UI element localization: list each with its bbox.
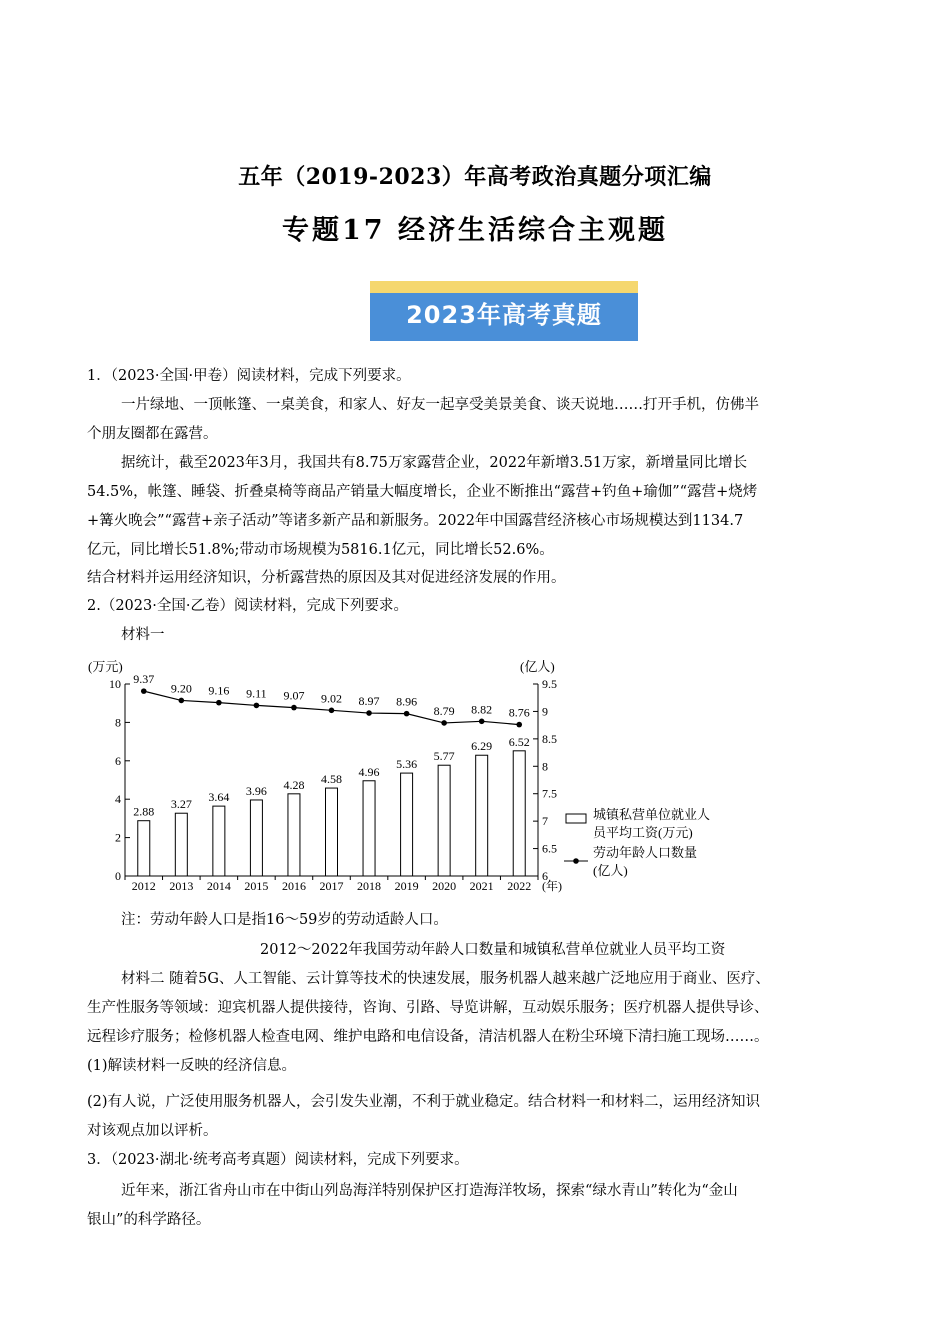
q2-material-1-label: 材料一 bbox=[121, 627, 165, 643]
q2-subquestion-2-line-1: (2)有人说，广泛使用服务机器人，会引发失业潮，不利于就业稳定。结合材料一和材料二，运用经济知识 bbox=[87, 1094, 761, 1110]
left-tick-label: 6 bbox=[115, 753, 121, 768]
population-point bbox=[329, 708, 335, 714]
population-point-label: 8.76 bbox=[508, 705, 530, 720]
right-tick-label: 6.5 bbox=[542, 841, 557, 856]
wage-bar bbox=[288, 794, 300, 876]
chart-note: 注：劳动年龄人口是指16～59岁的劳动适龄人口。 bbox=[121, 912, 448, 928]
right-tick-label: 8.5 bbox=[542, 731, 557, 746]
section-banner: 2023年高考真题 bbox=[370, 281, 638, 341]
q2-subquestion-1: (1)解读材料一反映的经济信息。 bbox=[87, 1058, 297, 1074]
population-point-label: 9.16 bbox=[208, 683, 230, 698]
population-point bbox=[479, 719, 485, 725]
q1-paragraph-2-line-1: 据统计，截至2023年3月，我国共有8.75万家露营企业，2022年新增3.51万家，新增量同比增长 bbox=[121, 455, 748, 471]
population-point-label: 8.96 bbox=[396, 694, 418, 709]
q3-heading: 3．（2023·湖北·统考高考真题）阅读材料，完成下列要求。 bbox=[87, 1152, 469, 1168]
population-point bbox=[291, 705, 297, 711]
left-tick-label: 10 bbox=[109, 677, 121, 691]
population-point bbox=[404, 711, 410, 717]
q2-heading: 2.（2023·全国·乙卷）阅读材料，完成下列要求。 bbox=[87, 598, 408, 614]
wage-bar bbox=[175, 813, 187, 876]
wage-bar bbox=[363, 781, 375, 876]
wage-bar bbox=[138, 821, 150, 876]
wage-bar-label: 6.52 bbox=[508, 734, 530, 749]
wage-bar bbox=[213, 806, 225, 876]
page-title: 五年（2019-2023）年高考政治真题分项汇编 bbox=[238, 164, 712, 190]
x-tick-label: 2019 bbox=[394, 879, 419, 893]
population-point bbox=[179, 698, 185, 704]
population-point bbox=[141, 688, 147, 694]
q2-material-2-line-2: 生产性服务等领域：迎宾机器人提供接待，咨询、引路、导览讲解，互动娱乐服务；医疗机器人提供导诊、 bbox=[87, 1000, 769, 1016]
wage-population-chart bbox=[88, 652, 740, 902]
q3-paragraph-line-2: 银山”的科学路径。 bbox=[87, 1212, 211, 1228]
left-tick-label: 0 bbox=[115, 869, 121, 883]
x-tick-label: 2014 bbox=[206, 879, 231, 893]
wage-bar-label: 2.88 bbox=[133, 804, 155, 819]
q1-paragraph-2-line-2: 54.5%，帐篷、睡袋、折叠桌椅等商品产销量大幅度增长，企业不断推出“露营+钓鱼+瑜伽”“露营+烧烤 bbox=[87, 484, 758, 500]
wage-bar bbox=[326, 788, 338, 876]
wage-bar-label: 4.28 bbox=[283, 777, 305, 792]
right-axis-unit: (亿人) bbox=[520, 659, 555, 674]
x-axis-ticks bbox=[125, 876, 538, 893]
wage-bar-label: 6.29 bbox=[471, 739, 493, 754]
wage-bar-label: 4.96 bbox=[358, 764, 380, 779]
population-point-label: 8.79 bbox=[433, 703, 455, 718]
wage-bar-label: 3.96 bbox=[245, 783, 267, 798]
population-point bbox=[216, 700, 222, 706]
population-point-label: 8.82 bbox=[471, 702, 493, 717]
wage-bar bbox=[438, 765, 450, 876]
legend-bar-label-line-2: 员平均工资(万元) bbox=[593, 825, 693, 840]
population-point-label: 9.07 bbox=[283, 688, 305, 703]
legend-line-label-line-2: (亿人) bbox=[593, 863, 628, 878]
x-tick-label: 2018 bbox=[357, 879, 382, 893]
right-tick-label: 7.5 bbox=[542, 786, 557, 801]
population-point bbox=[254, 703, 260, 709]
x-tick-label: 2021 bbox=[469, 879, 494, 893]
population-point-label: 9.20 bbox=[170, 681, 192, 696]
chart-legend bbox=[564, 807, 710, 878]
left-tick-label: 2 bbox=[115, 830, 121, 845]
population-point-label: 9.37 bbox=[133, 672, 155, 687]
q2-material-2-line-3: 远程诊疗服务；检修机器人检查电网、维护电路和电信设备，清洁机器人在粉尘环境下清扫施工现场……。 bbox=[87, 1029, 769, 1045]
legend-bar-swatch bbox=[566, 814, 586, 823]
q2-subquestion-2-line-2: 对该观点加以评析。 bbox=[87, 1123, 218, 1139]
q1-paragraph-2-line-3: +篝火晚会”“露营+亲子活动”等诸多新产品和新服务。2022年中国露营经济核心市场规模达到1134.7 bbox=[87, 513, 744, 529]
q1-paragraph-1-line-2: 个朋友圈都在露营。 bbox=[87, 426, 218, 442]
wage-bar bbox=[250, 800, 262, 876]
population-point bbox=[366, 710, 372, 716]
q1-paragraph-1-line-1: 一片绿地、一顶帐篷、一桌美食，和家人、好友一起享受美景美食、谈天说地……打开手机，仿佛半 bbox=[121, 397, 759, 413]
x-tick-label: 2012 bbox=[131, 879, 156, 893]
x-tick-label: 2013 bbox=[169, 879, 194, 893]
x-tick-label: 2022 bbox=[507, 879, 532, 893]
chart-caption: 2012～2022年我国劳动年龄人口数量和城镇私营单位就业人员平均工资 bbox=[260, 942, 726, 958]
left-axis-ticks bbox=[109, 677, 130, 883]
wage-bar-label: 3.64 bbox=[208, 790, 230, 805]
wage-bar bbox=[401, 773, 413, 876]
wage-bar-label: 5.77 bbox=[433, 749, 455, 764]
population-point-label: 8.97 bbox=[358, 694, 380, 709]
q3-paragraph-line-1: 近年来，浙江省舟山市在中街山列岛海洋特别保护区打造海洋牧场，探索“绿水青山”转化为“金山 bbox=[121, 1183, 738, 1199]
population-point bbox=[516, 722, 522, 728]
wage-bar bbox=[513, 751, 525, 876]
population-point-label: 9.11 bbox=[246, 686, 267, 701]
right-tick-label: 9.5 bbox=[542, 677, 557, 691]
x-tick-label: 2020 bbox=[432, 879, 457, 893]
x-tick-label: 2015 bbox=[244, 879, 269, 893]
right-tick-label: 9 bbox=[542, 704, 548, 719]
topic-title: 专题17 经济生活综合主观题 bbox=[282, 215, 668, 246]
q1-heading: 1．（2023·全国·甲卷）阅读材料，完成下列要求。 bbox=[87, 368, 411, 384]
right-tick-label: 7 bbox=[542, 814, 548, 829]
wage-bar-label: 5.36 bbox=[396, 757, 418, 772]
right-axis-ticks bbox=[533, 677, 557, 883]
wage-bar-label: 3.27 bbox=[170, 797, 192, 812]
wage-bars bbox=[138, 751, 525, 876]
legend-bar-label-line-1: 城镇私营单位就业人 bbox=[593, 807, 711, 822]
population-point-label: 9.02 bbox=[321, 691, 342, 706]
x-tick-label: 2016 bbox=[281, 879, 306, 893]
left-tick-label: 4 bbox=[115, 792, 121, 807]
q1-paragraph-2-line-4: 亿元，同比增长51.8%;带动市场规模为5816.1亿元，同比增长52.6%。 bbox=[87, 542, 554, 558]
q2-material-2-line-1: 材料二 随着5G、人工智能、云计算等技术的快速发展，服务机器人越来越广泛地应用于商业、医疗、 bbox=[121, 971, 770, 987]
legend-line-label-line-1: 劳动年龄人口数量 bbox=[593, 845, 698, 860]
left-tick-label: 8 bbox=[115, 715, 121, 730]
wage-bar bbox=[476, 755, 488, 876]
q1-task: 结合材料并运用经济知识，分析露营热的原因及其对促进经济发展的作用。 bbox=[87, 570, 566, 586]
right-tick-label: 8 bbox=[542, 759, 548, 774]
right-tick-label: 6 bbox=[542, 869, 548, 883]
x-axis-unit: (年) bbox=[542, 879, 562, 893]
wage-bar-label: 4.58 bbox=[321, 772, 342, 787]
left-axis-unit: (万元) bbox=[88, 659, 123, 674]
legend-line-marker bbox=[573, 858, 579, 864]
population-point bbox=[441, 720, 447, 726]
x-tick-label: 2017 bbox=[319, 879, 344, 893]
